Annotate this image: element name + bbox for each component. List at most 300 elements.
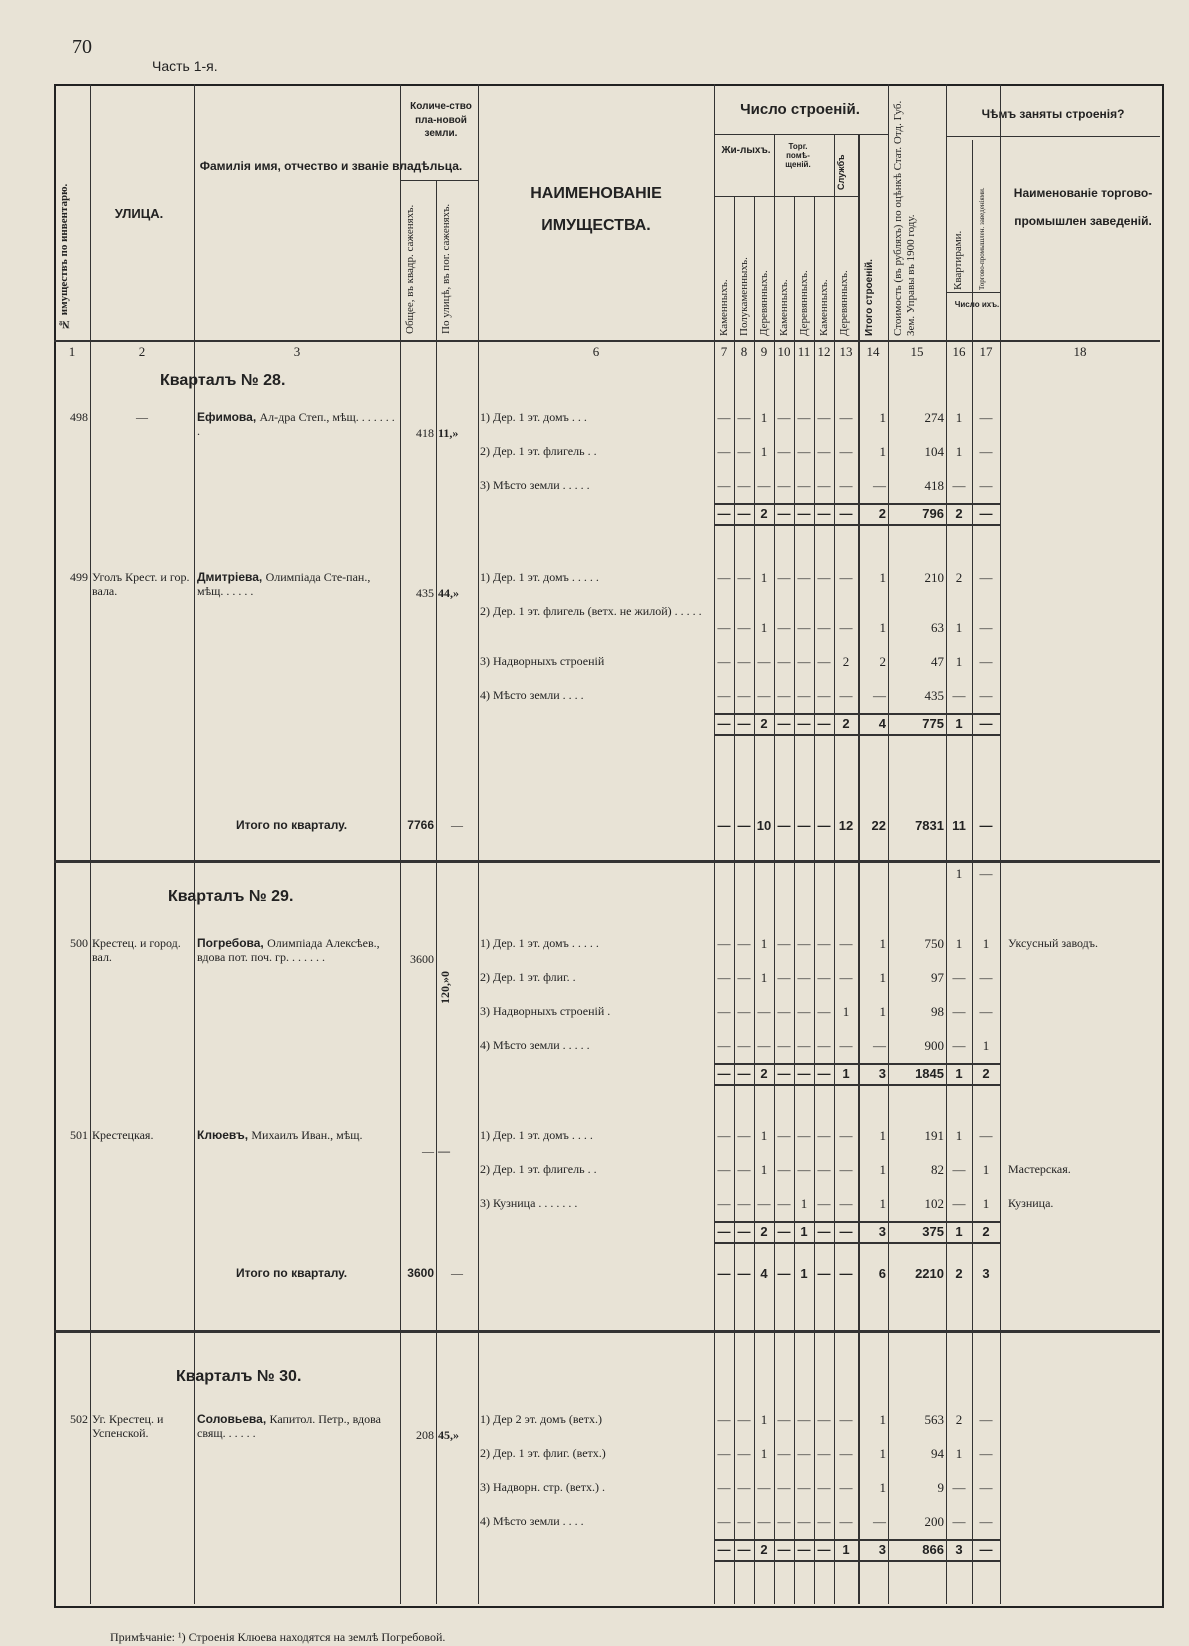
land-frontage: 120,»0 <box>438 971 452 1004</box>
subtotal-c11: — <box>797 506 811 521</box>
land-frontage: 11,» <box>438 426 459 440</box>
owner <box>197 936 395 965</box>
subtotal-c11: — <box>797 1542 811 1557</box>
inventory-number: 502 <box>70 1412 88 1426</box>
item-total-buildings: 1 <box>879 410 886 425</box>
item-c8: — <box>737 688 751 703</box>
quarter-total-frontage: — <box>451 1266 463 1280</box>
owner <box>197 570 395 599</box>
item-c12: — <box>817 1162 831 1177</box>
carry-apartments: 1 <box>955 866 963 881</box>
header-rule <box>946 136 1160 137</box>
quarter-total-c12: — <box>817 818 831 833</box>
item-c12: — <box>817 1480 831 1495</box>
column-number: 14 <box>866 344 880 359</box>
item-c12: — <box>817 1004 831 1019</box>
header-rule <box>714 134 888 135</box>
subtotal-apartments: 2 <box>955 506 963 521</box>
item-c13: — <box>839 620 853 635</box>
item-value: 47 <box>931 654 944 669</box>
item-establishments: — <box>979 688 993 703</box>
property-item: 4) Мѣсто земли . . . . <box>480 688 584 702</box>
column-number: 6 <box>592 344 600 359</box>
quarter-total-c13: — <box>839 1266 853 1281</box>
item-c9: — <box>757 1480 771 1495</box>
item-c8: — <box>737 410 751 425</box>
item-c8: — <box>737 1038 751 1053</box>
item-total-buildings: 1 <box>879 936 886 951</box>
subtotal-value: 775 <box>922 716 944 731</box>
quarter-separator <box>54 860 1160 863</box>
subtotal-establishments: 2 <box>982 1224 990 1239</box>
quarter-total-c11: 1 <box>800 1266 808 1281</box>
subtotal-c9: 2 <box>760 716 768 731</box>
subtotal-c11: 1 <box>800 1224 808 1239</box>
header-owner: Фамилія имя, отчество и званіе владѣльца. <box>199 159 463 173</box>
item-c13: — <box>839 1480 853 1495</box>
subtotal-total-buildings: 3 <box>878 1224 886 1239</box>
owner <box>197 1128 395 1142</box>
column-rule <box>734 196 735 1604</box>
quarter-total-label: Итого по кварталу. <box>236 1266 348 1280</box>
item-c11: — <box>797 1004 811 1019</box>
item-c11: — <box>797 620 811 635</box>
item-c9: 1 <box>760 444 768 459</box>
item-value: 563 <box>924 1412 944 1427</box>
property-item: 3) Надворныхъ строеній . <box>480 1004 611 1018</box>
item-total-buildings: — <box>873 1514 886 1529</box>
establishment-name: Уксусный заводъ. <box>1008 936 1098 950</box>
quarter-title: Кварталъ № 29. <box>168 888 294 905</box>
item-establishments: — <box>979 970 993 985</box>
street: Уг. Крестец. и Успенской. <box>92 1412 164 1441</box>
header-bottom-rule <box>54 340 1160 342</box>
item-c11: 1 <box>800 1196 808 1211</box>
item-c12: — <box>817 1128 831 1143</box>
item-c10: — <box>777 1038 791 1053</box>
subtotal-total-buildings: 4 <box>878 716 886 731</box>
quarter-total-establishments: 3 <box>982 1266 990 1281</box>
item-establishments: — <box>979 444 993 459</box>
item-value: 418 <box>924 478 944 493</box>
item-c10: — <box>777 570 791 585</box>
item-establishments: 1 <box>982 1038 990 1053</box>
item-apartments: — <box>952 1162 966 1177</box>
item-c13: — <box>839 1412 853 1427</box>
subtotal-c12: — <box>817 1066 831 1081</box>
item-apartments: 2 <box>955 570 963 585</box>
item-c13: — <box>839 1196 853 1211</box>
item-c10: — <box>777 688 791 703</box>
subtotal-rule <box>714 1560 1000 1562</box>
item-apartments: — <box>952 478 966 493</box>
subtotal-c10: — <box>777 1542 791 1557</box>
subtotal-value: 1845 <box>915 1066 944 1081</box>
item-c12: — <box>817 1412 831 1427</box>
column-number: 2 <box>138 344 146 359</box>
inventory-number: 500 <box>70 936 88 950</box>
quarter-total-c10: — <box>777 818 791 833</box>
owner-surname: Погребова, <box>197 936 268 950</box>
quarter-total-total-buildings: 6 <box>878 1266 886 1281</box>
item-apartments: — <box>952 1038 966 1053</box>
subtotal-c10: — <box>777 1224 791 1239</box>
subtotal-c8: — <box>737 506 751 521</box>
item-c7: — <box>717 936 731 951</box>
header-rule <box>400 180 478 181</box>
item-c7: — <box>717 1446 731 1461</box>
subtotal-value: 375 <box>922 1224 944 1239</box>
header-rule <box>714 196 858 197</box>
header-land-total: Общее, въ квадр. саженяхъ. <box>404 204 416 334</box>
column-rule <box>814 196 815 1604</box>
property-item: 1) Дер 2 эт. домъ (ветх.) <box>480 1412 602 1426</box>
item-apartments: — <box>952 1004 966 1019</box>
subtotal-rule <box>714 713 1000 715</box>
item-c9: 1 <box>760 1412 768 1427</box>
inventory-number: 499 <box>70 570 88 584</box>
item-apartments: — <box>952 1514 966 1529</box>
header-sub10: Каменныхъ. <box>778 279 790 336</box>
item-c9: — <box>757 654 771 669</box>
item-c13: — <box>839 570 853 585</box>
item-c8: — <box>737 970 751 985</box>
owner-details: Михаилъ Иван., мѣщ. <box>251 1128 363 1142</box>
subtotal-c7: — <box>717 1542 731 1557</box>
quarter-total-apartments: 2 <box>955 1266 963 1281</box>
subtotal-c12: — <box>817 1542 831 1557</box>
item-total-buildings: — <box>873 478 886 493</box>
subtotal-establishments: — <box>979 716 993 731</box>
item-c9: — <box>757 1514 771 1529</box>
owner-surname: Соловьева, <box>197 1412 270 1426</box>
header-sub8: Полукаменныхъ. <box>738 257 750 336</box>
owner <box>197 410 395 439</box>
item-total-buildings: 1 <box>879 1446 886 1461</box>
item-c8: — <box>737 1480 751 1495</box>
subtotal-c7: — <box>717 506 731 521</box>
quarter-separator <box>54 1330 1160 1333</box>
item-c11: — <box>797 936 811 951</box>
quarter-total-c13: 12 <box>838 818 854 833</box>
item-c10: — <box>777 620 791 635</box>
column-rule <box>774 196 775 1604</box>
item-c8: — <box>737 570 751 585</box>
item-c11: — <box>797 570 811 585</box>
property-item: 2) Дер. 1 эт. флигель (ветх. не жилой) . . . . . <box>480 604 702 618</box>
item-c12: — <box>817 936 831 951</box>
item-c10: — <box>777 1162 791 1177</box>
subtotal-c12: — <box>817 1224 831 1239</box>
owner-details: Олимпіада Сте-пан., мѣщ. . . . . . <box>197 570 371 599</box>
quarter-total-c10: — <box>777 1266 791 1281</box>
column-number: 12 <box>817 344 831 359</box>
item-establishments: — <box>979 620 993 635</box>
quarter-total-value: 7831 <box>915 818 944 833</box>
item-c11: — <box>797 1446 811 1461</box>
header-apartments: Квартирами. <box>952 230 964 290</box>
subtotal-total-buildings: 3 <box>878 1066 886 1081</box>
item-value: 63 <box>931 620 944 635</box>
quarter-total-establishments: — <box>979 818 993 833</box>
subtotal-establishments: — <box>979 1542 993 1557</box>
subtotal-rule <box>714 1539 1000 1541</box>
item-c9: 1 <box>760 970 768 985</box>
header-property: НАИМЕНОВАНІЕ ИМУЩЕСТВА. <box>530 185 662 234</box>
column-rule <box>888 84 889 1604</box>
subtotal-c9: 2 <box>760 1066 768 1081</box>
item-c9: 1 <box>760 410 768 425</box>
header-inventory-number: № имуществъ по инвентарю. <box>58 183 70 330</box>
item-c10: — <box>777 478 791 493</box>
column-rule <box>754 196 755 1604</box>
property-item: 3) Надворн. стр. (ветх.) . <box>480 1480 605 1494</box>
header-sub9: Деревянныхъ. <box>758 270 770 336</box>
item-c11: — <box>797 688 811 703</box>
item-total-buildings: 2 <box>879 654 886 669</box>
item-c13: — <box>839 970 853 985</box>
item-c13: — <box>839 936 853 951</box>
item-c8: — <box>737 1162 751 1177</box>
header-count: Число ихъ. <box>954 300 1000 309</box>
item-total-buildings: 1 <box>879 970 886 985</box>
item-c7: — <box>717 654 731 669</box>
header-sub12: Каменныхъ. <box>818 279 830 336</box>
subtotal-establishments: 2 <box>982 1066 990 1081</box>
item-apartments: 1 <box>955 444 963 459</box>
subtotal-rule <box>714 1242 1000 1244</box>
item-c9: 1 <box>760 1162 768 1177</box>
header-number-of-buildings: Число строеній. <box>740 101 860 118</box>
quarter-total-total-buildings: 22 <box>871 818 886 833</box>
item-establishments: 1 <box>982 1162 990 1177</box>
quarter-total-c9: 10 <box>756 818 772 833</box>
item-total-buildings: 1 <box>879 570 886 585</box>
owner-details: Олимпіада Алексѣев., вдова пот. поч. гр. . . . . . . <box>197 936 380 965</box>
item-c8: — <box>737 654 751 669</box>
header-land-frontage: По улицѣ, въ пог. саженяхъ. <box>440 203 452 334</box>
item-c9: 1 <box>760 1128 768 1143</box>
property-item: 2) Дер. 1 эт. флиг. (ветх.) <box>480 1446 606 1460</box>
item-establishments: — <box>979 1004 993 1019</box>
item-c10: — <box>777 970 791 985</box>
street: — <box>136 410 148 424</box>
subtotal-rule <box>714 1221 1000 1223</box>
header-sub13: Деревянныхъ. <box>838 270 850 336</box>
item-c11: — <box>797 410 811 425</box>
part-label: Часть 1-я. <box>152 58 218 74</box>
item-apartments: 1 <box>955 936 963 951</box>
item-establishments: — <box>979 410 993 425</box>
item-value: 750 <box>924 936 944 951</box>
item-c10: — <box>777 410 791 425</box>
subtotal-c10: — <box>777 506 791 521</box>
quarter-total-area: 7766 <box>407 818 434 832</box>
quarter-total-c11: — <box>797 818 811 833</box>
item-c13: — <box>839 1514 853 1529</box>
property-item: 1) Дер. 1 эт. домъ . . . . <box>480 1128 593 1142</box>
subtotal-c13: — <box>839 506 853 521</box>
column-rule <box>834 134 835 196</box>
quarter-title: Кварталъ № 28. <box>160 372 286 389</box>
subtotal-c7: — <box>717 716 731 731</box>
header-sub14: Итого строеній. <box>864 259 875 336</box>
item-c12: — <box>817 1196 831 1211</box>
column-number: 10 <box>777 344 791 359</box>
item-c11: — <box>797 970 811 985</box>
column-number: 18 <box>1073 344 1087 359</box>
owner-surname: Клюевъ, <box>197 1128 252 1142</box>
item-total-buildings: 1 <box>879 620 886 635</box>
property-item: 2) Дер. 1 эт. флиг. . <box>480 970 576 984</box>
item-c7: — <box>717 410 731 425</box>
item-c10: — <box>777 444 791 459</box>
header-street: УЛИЦА. <box>114 206 164 221</box>
item-c11: — <box>797 1412 811 1427</box>
item-value: 9 <box>937 1480 944 1495</box>
subtotal-c8: — <box>737 1542 751 1557</box>
quarter-total-label: Итого по кварталу. <box>236 818 348 832</box>
subtotal-c13: 2 <box>842 716 850 731</box>
header-service: Службъ <box>836 154 846 190</box>
column-rule <box>714 84 715 1604</box>
item-apartments: 1 <box>955 654 963 669</box>
land-area: 208 <box>416 1428 434 1442</box>
item-c12: — <box>817 1038 831 1053</box>
subtotal-rule <box>714 1084 1000 1086</box>
item-c12: — <box>817 410 831 425</box>
owner-details: Капитол. Петр., вдова свящ. . . . . . <box>197 1412 381 1441</box>
subtotal-establishments: — <box>979 506 993 521</box>
item-c11: — <box>797 444 811 459</box>
subtotal-apartments: 1 <box>955 1066 963 1081</box>
land-area: 3600 <box>410 952 434 966</box>
item-apartments: 2 <box>955 1412 963 1427</box>
item-value: 274 <box>924 410 944 425</box>
item-c8: — <box>737 478 751 493</box>
item-c11: — <box>797 1514 811 1529</box>
owner <box>197 1412 395 1441</box>
item-c12: — <box>817 970 831 985</box>
item-c7: — <box>717 1128 731 1143</box>
street: Крестец. и город. вал. <box>92 936 181 965</box>
property-item: 4) Мѣсто земли . . . . . <box>480 1038 590 1052</box>
item-total-buildings: 1 <box>879 1196 886 1211</box>
footnote: Примѣчаніе: ¹) Строенія Клюева находятся на землѣ Погребовой. <box>110 1630 446 1644</box>
item-c8: — <box>737 936 751 951</box>
item-c13: — <box>839 410 853 425</box>
item-c7: — <box>717 1196 731 1211</box>
quarter-total-value: 2210 <box>915 1266 944 1281</box>
column-rule <box>1000 84 1001 1604</box>
item-c9: — <box>757 1196 771 1211</box>
item-value: 97 <box>931 970 944 985</box>
item-total-buildings: 1 <box>879 1480 886 1495</box>
column-number: 15 <box>910 344 924 359</box>
property-item: 2) Дер. 1 эт. флигель . . <box>480 1162 597 1176</box>
item-c13: — <box>839 1162 853 1177</box>
street: Уголъ Крест. и гор. вала. <box>92 570 190 599</box>
land-frontage: 44,» <box>438 586 459 600</box>
land-area: 418 <box>416 426 434 440</box>
item-apartments: 1 <box>955 410 963 425</box>
item-establishments: — <box>979 478 993 493</box>
item-total-buildings: 1 <box>879 444 886 459</box>
subtotal-c12: — <box>817 506 831 521</box>
item-c9: 1 <box>760 936 768 951</box>
subtotal-value: 796 <box>922 506 944 521</box>
item-value: 82 <box>931 1162 944 1177</box>
subtotal-c13: — <box>839 1224 853 1239</box>
item-c11: — <box>797 654 811 669</box>
item-c9: — <box>757 478 771 493</box>
quarter-title: Кварталъ № 30. <box>176 1368 302 1385</box>
header-rule <box>946 292 1000 293</box>
item-total-buildings: 1 <box>879 1004 886 1019</box>
property-item: 4) Мѣсто земли . . . . <box>480 1514 584 1528</box>
column-number: 9 <box>760 344 768 359</box>
item-c7: — <box>717 444 731 459</box>
item-apartments: 1 <box>955 1128 963 1143</box>
item-c10: — <box>777 936 791 951</box>
item-c10: — <box>777 1412 791 1427</box>
item-c8: — <box>737 620 751 635</box>
item-c12: — <box>817 1514 831 1529</box>
item-c8: — <box>737 1128 751 1143</box>
land-area: 435 <box>416 586 434 600</box>
column-number: 1 <box>68 344 76 359</box>
property-item: 2) Дер. 1 эт. флигель . . <box>480 444 597 458</box>
subtotal-c9: 2 <box>760 506 768 521</box>
item-c7: — <box>717 570 731 585</box>
item-establishments: — <box>979 654 993 669</box>
column-number: 13 <box>839 344 853 359</box>
quarter-total-apartments: 11 <box>952 818 966 833</box>
item-apartments: — <box>952 688 966 703</box>
item-value: 210 <box>924 570 944 585</box>
subtotal-value: 866 <box>922 1542 944 1557</box>
item-establishments: — <box>979 1446 993 1461</box>
subtotal-apartments: 1 <box>955 1224 963 1239</box>
item-c13: — <box>839 1446 853 1461</box>
item-c13: 1 <box>842 1004 850 1019</box>
item-value: 191 <box>924 1128 944 1143</box>
item-c11: — <box>797 1480 811 1495</box>
item-c12: — <box>817 620 831 635</box>
item-c13: — <box>839 1038 853 1053</box>
header-establishment-names: Наименованіе торгово-промышлен заведеній. <box>1013 186 1153 228</box>
item-c8: — <box>737 1196 751 1211</box>
owner-surname: Ефимова, <box>197 410 260 424</box>
header-value: Стоимость (въ рубляхъ) по оцѣнкѣ Стат. Отд. Губ. Зем. Управы въ 1900 году. <box>892 100 918 336</box>
item-c9: 1 <box>760 1446 768 1461</box>
item-c12: — <box>817 1446 831 1461</box>
item-c7: — <box>717 1162 731 1177</box>
header-occupied: Чѣмъ заняты строенія? <box>981 107 1125 121</box>
column-rule <box>90 84 91 1604</box>
subtotal-c10: — <box>777 1066 791 1081</box>
quarter-total-c8: — <box>737 1266 751 1281</box>
subtotal-c13: 1 <box>842 1542 850 1557</box>
item-c7: — <box>717 1004 731 1019</box>
header-sub7: Каменныхъ. <box>718 279 730 336</box>
property-item: 1) Дер. 1 эт. домъ . . . . . <box>480 936 599 950</box>
subtotal-rule <box>714 734 1000 736</box>
column-rule <box>834 196 835 1604</box>
column-number: 7 <box>720 344 728 359</box>
item-c9: — <box>757 688 771 703</box>
property-item: 1) Дер. 1 эт. домъ . . . . . <box>480 570 599 584</box>
